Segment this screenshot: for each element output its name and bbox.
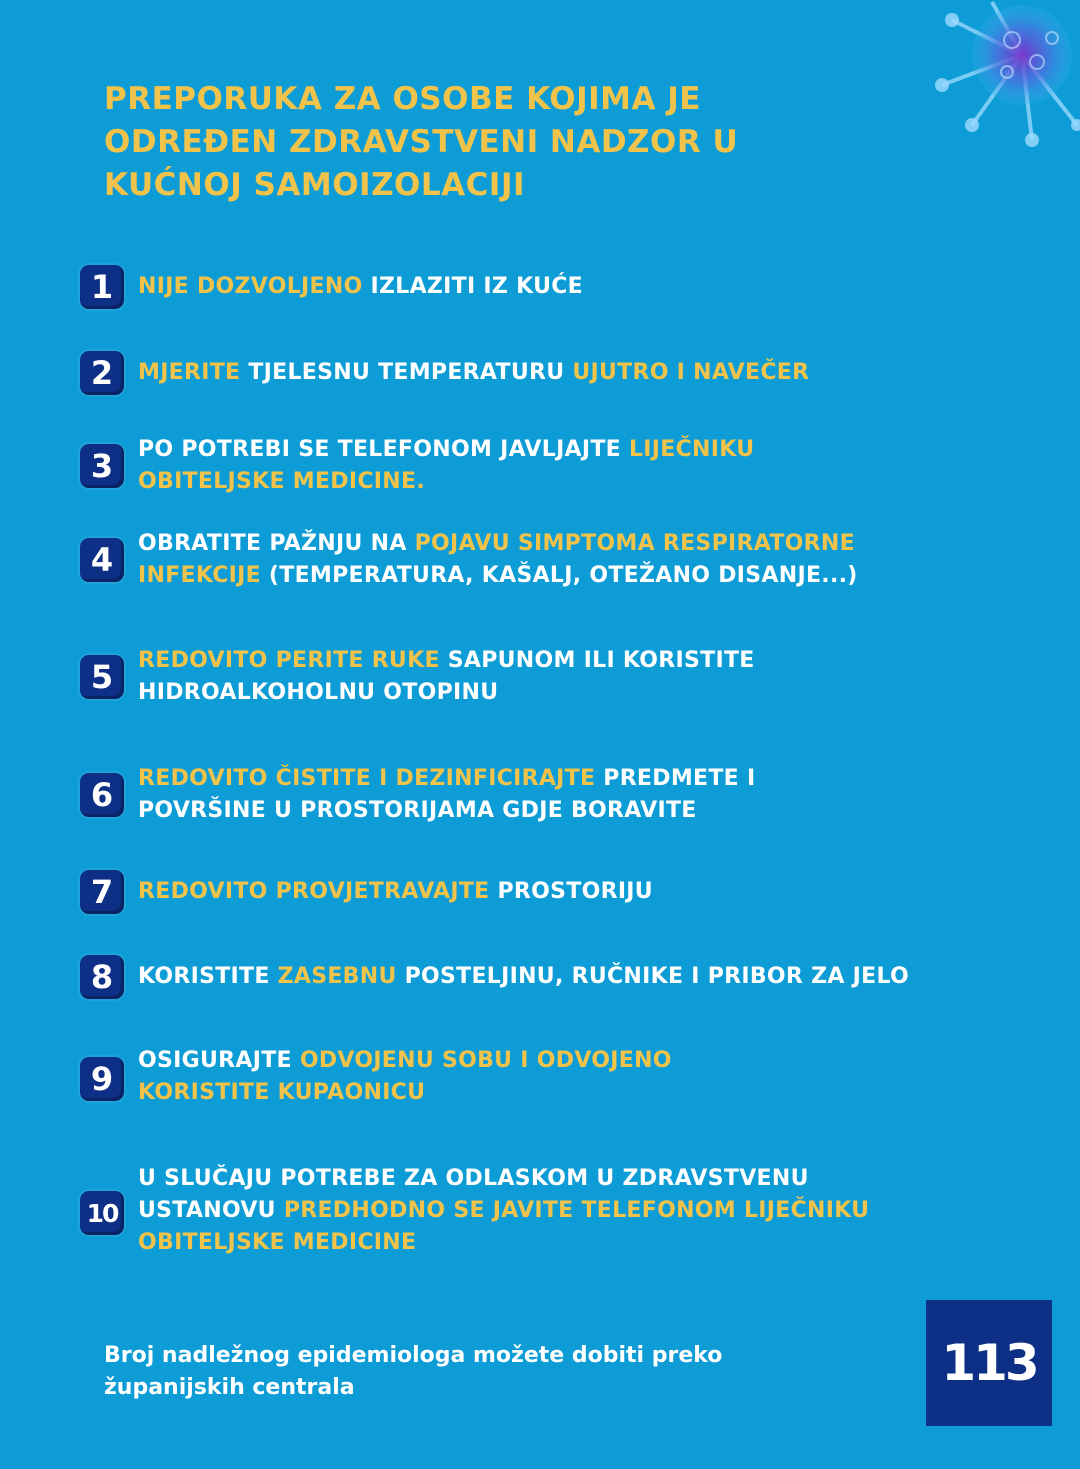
item-text-segment: MJERITE (138, 360, 241, 385)
item-number-badge: 9 (80, 1057, 124, 1101)
item-text (138, 357, 1018, 389)
item-text (138, 645, 858, 709)
item-text-segment: REDOVITO ČISTITE I DEZINFICIRAJTE (138, 766, 596, 791)
item-text-segment: PREDMETE I POVRŠINE U PROSTORIJAMA GDJE BORAVITE (138, 766, 756, 823)
item-text (138, 1163, 928, 1259)
item-text-segment: ZASEBNU (277, 964, 397, 989)
item-text (138, 763, 858, 827)
item-text-segment: ODVOJENU SOBU I ODVOJENO KORISTITE KUPAONICU (138, 1048, 672, 1105)
item-text-segment: PREDHODNO SE JAVITE TELEFONOM LIJEČNIKU OBITELJSKE MEDICINE (138, 1198, 870, 1255)
item-number-badge: 1 (80, 265, 124, 309)
phone-number-box: 113 (926, 1300, 1052, 1426)
item-text (138, 1045, 798, 1109)
item-text-segment: TJELESNU TEMPERATURU (240, 360, 573, 385)
item-number-badge: 7 (80, 870, 124, 914)
item-text-segment: POJAVU SIMPTOMA RESPIRATORNE INFEKCIJE (138, 531, 855, 588)
item-text-segment: UJUTRO I NAVEČER (572, 360, 810, 385)
item-number-badge: 3 (80, 444, 124, 488)
item-text-segment: PO POTREBI SE TELEFONOM JAVLJAJTE (138, 437, 629, 462)
item-text (138, 271, 1018, 303)
item-number-badge: 8 (80, 955, 124, 999)
item-text-segment: KORISTITE (138, 964, 278, 989)
item-text-segment: NIJE DOZVOLJENO (138, 274, 363, 299)
item-text (138, 876, 1018, 908)
item-number-badge: 6 (80, 773, 124, 817)
item-number-badge: 10 (80, 1191, 124, 1235)
item-text-segment: POSTELJINU, RUČNIKE I PRIBOR ZA JELO (396, 964, 910, 989)
item-text-segment: IZLAZITI IZ KUĆE (362, 274, 584, 299)
item-text-segment: (TEMPERATURA, KAŠALJ, OTEŽANO DISANJE...) (260, 563, 858, 588)
item-text-segment: PROSTORIJU (489, 879, 653, 904)
item-text-segment: LIJEČNIKU OBITELJSKE MEDICINE. (138, 437, 755, 494)
item-number-badge: 2 (80, 351, 124, 395)
item-text (138, 961, 1018, 993)
item-text-segment: REDOVITO PERITE RUKE (138, 648, 440, 673)
item-text-segment: REDOVITO PROVJETRAVAJTE (138, 879, 490, 904)
item-text-segment: SAPUNOM ILI KORISTITE HIDROALKOHOLNU OTOPINU (138, 648, 755, 705)
item-text-segment: OBRATITE PAŽNJU NA (138, 531, 415, 556)
footer-note: Broj nadležnog epidemiologa možete dobiti preko županijskih centrala (104, 1343, 723, 1400)
page-title: PREPORUKA ZA OSOBE KOJIMA JE ODREĐEN ZDRAVSTVENI NADZOR U KUĆNOJ SAMOIZOLACIJI (104, 81, 739, 203)
item-text-segment: OSIGURAJTE (138, 1048, 300, 1073)
item-text-segment: U SLUČAJU POTREBE ZA ODLASKOM U ZDRAVSTVENU USTANOVU (138, 1166, 809, 1223)
item-number-badge: 4 (80, 538, 124, 582)
virus-icon (912, 0, 1080, 160)
item-text (138, 528, 978, 592)
item-number-badge: 5 (80, 655, 124, 699)
item-text (138, 434, 878, 498)
